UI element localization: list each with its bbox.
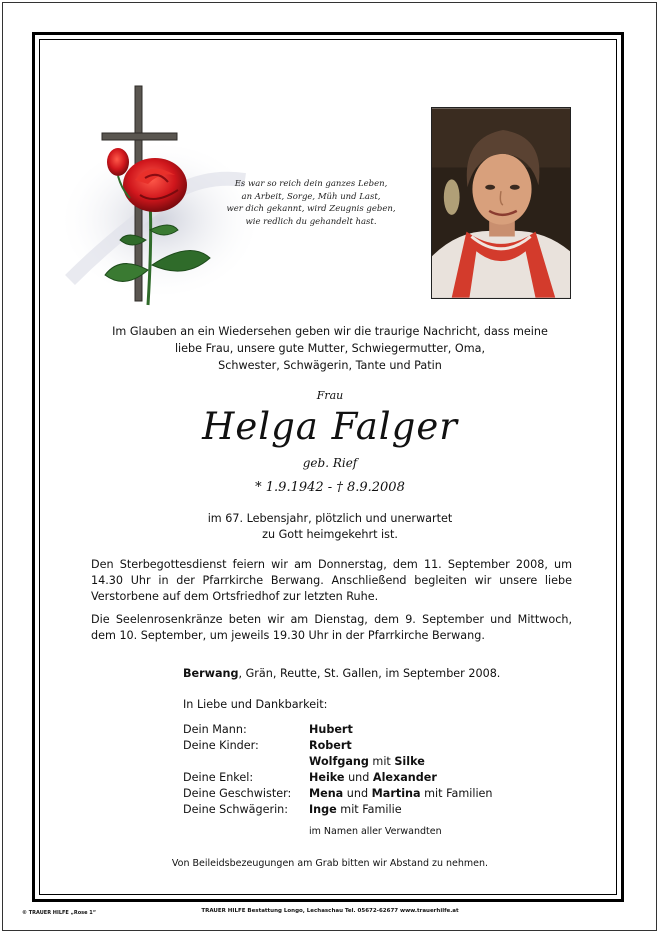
family-role: Deine Enkel: [183,771,254,784]
family-connector: und [343,787,372,800]
age-notice [180,511,480,543]
dedication-line: In Liebe und Dankbarkeit: [183,698,328,711]
family-row [183,738,493,754]
on-behalf-line: im Namen aller Verwandten [309,826,442,837]
family-connector: mit [368,755,395,768]
portrait-photo [431,107,571,299]
family-row [183,722,493,738]
family-connector: mit Familie [336,803,402,816]
family-connector: mit Familien [420,787,493,800]
family-connector: und [344,771,373,784]
announcement-line: Schwester, Schwägerin, Tante und Patin [218,359,442,372]
memorial-poem [222,178,400,228]
family-member: Silke [394,755,425,768]
family-list [183,722,493,818]
funeral-service-paragraph: Den Sterbegottesdienst feiern wir am Donnerstag, dem 11. September 2008, um 14.30 Uhr in der Pfarrkirche Berwang. Anschließend begleiten wir unsere liebe Verstorbene auf dem Ortsfriedhof zur letzten Ruhe. [91,558,572,603]
maiden-name: geb. Rief [302,456,358,470]
age-line: im 67. Lebensjahr, plötzlich und unerwartet [207,512,453,525]
announcement-text [90,323,570,374]
age-line: zu Gott heimgekehrt ist. [262,528,398,541]
deceased-name: Helga Falger [202,405,458,448]
family-role: Deine Kinder: [183,739,259,752]
family-member: Inge [309,803,337,816]
place-town: Berwang [183,667,239,680]
undertaker-footer: TRAUER HILFE Bestattung Longo, Lechaschau Tel. 05672-62677 www.trauerhilfe.at [201,908,459,914]
family-member: Martina [371,787,421,800]
family-member: Wolfgang [309,755,369,768]
family-member: Mena [309,787,344,800]
family-role: Deine Schwägerin: [183,803,289,816]
place-date-line [183,667,500,680]
family-row [183,786,493,802]
family-member: Heike [309,771,345,784]
poem-line: wie redlich du gehandelt hast. [245,216,377,227]
family-member: Alexander [372,771,437,784]
honorific: Frau [316,389,344,402]
family-member: Robert [309,739,352,752]
copyright-note: © TRAUER HILFE „Rose 1“ [22,910,97,916]
life-dates: * 1.9.1942 - † 8.9.2008 [255,480,405,495]
announcement-line: Im Glauben an ein Wiedersehen geben wir die traurige Nachricht, dass meine [112,325,548,338]
rosary-paragraph: Die Seelenrosenkränze beten wir am Dienstag, dem 9. September und Mittwoch, dem 10. September, um jeweils 19.30 Uhr in der Pfarrkirche Berwang. [91,613,572,642]
poem-line: wer dich gekannt, wird Zeugnis geben, [226,204,396,214]
family-member: Hubert [309,723,353,736]
poem-line: Es war so reich dein ganzes Leben, [234,179,388,189]
family-row [183,754,493,770]
family-role: Deine Geschwister: [183,787,292,800]
poem-line: an Arbeit, Sorge, Müh und Last, [241,191,381,202]
family-role: Dein Mann: [183,723,247,736]
place-rest: , Grän, Reutte, St. Gallen, im September 2008. [238,667,501,680]
family-row [183,802,493,818]
family-row [183,770,493,786]
announcement-line: liebe Frau, unsere gute Mutter, Schwiegermutter, Oma, [174,342,486,355]
closing-note: Von Beileidsbezeugungen am Grab bitten wir Abstand zu nehmen. [171,858,489,869]
